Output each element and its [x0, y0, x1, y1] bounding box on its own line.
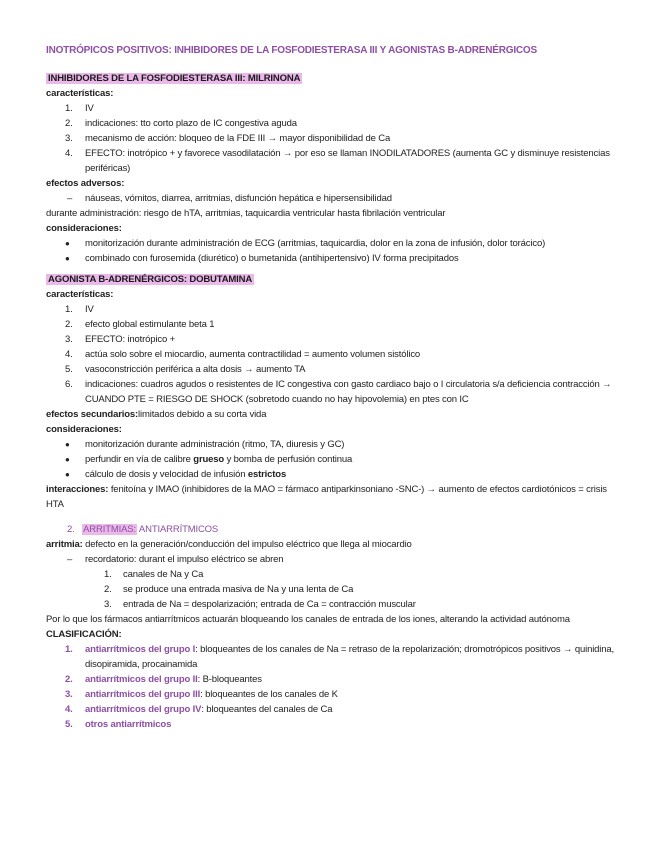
milrinona-heading-row [46, 71, 626, 86]
list-item: ● combinado con furosemida (diurético) o bumetanida (antihipertensivo) IV forma precipitados [65, 253, 459, 264]
dobutamina-caracteristicas-label: características: [46, 289, 114, 300]
list-item: 2. se produce una entrada masiva de Na y una lenta de Ca [104, 584, 354, 595]
list-item: 2. antiarrítmicos del grupo II: B-bloqueantes [65, 674, 262, 685]
clasificacion-label: CLASIFICACIÓN: [46, 629, 122, 640]
arritmia-definicion: arritmia: defecto en la generación/conducción del impulso eléctrico que llega al miocardio [46, 539, 412, 550]
list-item: ● perfundir en vía de calibre grueso y bomba de perfusión continua [65, 454, 353, 465]
list-item: 5. otros antiarrítmicos [65, 719, 172, 730]
list-item: 2. indicaciones: tto corto plazo de IC congestiva aguda [65, 118, 297, 129]
milrinona-durante-administracion: durante administración: riesgo de hTA, arritmias, taquicardia ventricular hasta fibrilación ventricular [46, 208, 446, 219]
antiarritmicos-heading: 2. ARRITMIAS: ANTIARRÍTMICOS [67, 524, 219, 535]
bullet-icon: ● [65, 239, 70, 248]
list-item: ● monitorización durante administración de ECG (arritmias, taquicardia, dolor en la zona de infusión, dolor torácico) [65, 238, 546, 249]
list-item: 3. EFECTO: inotrópico + [65, 334, 176, 345]
list-item: 3. mecanismo de acción: bloqueo de la FDE III → mayor disponibilidad de Ca [65, 133, 391, 144]
list-item: 1. IV [65, 304, 94, 315]
bullet-icon: ● [65, 254, 70, 263]
list-item: ● monitorización durante administración (ritmo, TA, diuresis y GC) [65, 439, 345, 450]
bullet-icon: ● [65, 455, 70, 464]
milrinona-efectos-label: efectos adversos: [46, 178, 125, 189]
list-item: 3. entrada de Na = despolarización; entrada de Ca = contracción muscular [104, 599, 416, 610]
dobutamina-interacciones: interacciones: fenitoína y IMAO (inhibidores de la MAO = fármaco antiparkinsoniano -SNC-) → aumento de efectos cardiotónicos = crisis HTA [46, 484, 607, 510]
list-item: – náuseas, vómitos, diarrea, arritmias, disfunción hepática e hipersensibilidad [67, 193, 392, 204]
milrinona-caracteristicas-label: características: [46, 88, 114, 99]
milrinona-consideraciones-label: consideraciones: [46, 223, 122, 234]
document-body [46, 71, 626, 732]
list-item: 1. canales de Na y Ca [104, 569, 204, 580]
page-title: INOTRÓPICOS POSITIVOS: INHIBIDORES DE LA FOSFODIESTERASA III Y AGONISTAS B-ADRENÉRGICOS [46, 45, 537, 56]
list-item: 6. indicaciones: cuadros agudos o resistentes de IC congestiva con gasto cardiaco bajo o I circulatoria s/a deficiencia contracción → CUANDO PTE = RIESGO DE SHOCK (sobretodo cuando no hay hipovolemia) en ptes con IC [65, 379, 612, 405]
list-item: 1. IV [65, 103, 94, 114]
dobutamina-caracteristicas-list [46, 302, 626, 407]
bullet-icon: ● [65, 440, 70, 449]
bullet-icon: ● [65, 470, 70, 479]
milrinona-heading: INHIBIDORES DE LA FOSFODIESTERASA III: MILRINONA [48, 73, 301, 84]
clasificacion-list [46, 642, 626, 732]
list-item: 4. actúa solo sobre el miocardio, aumenta contractilidad = aumento volumen sistólico [65, 349, 421, 360]
dobutamina-efectos-row: efectos secundarios:limitados debido a su corta vida [46, 409, 267, 420]
list-item: 2. efecto global estimulante beta 1 [65, 319, 215, 330]
list-item: – recordatorio: durant el impulso eléctrico se abren [67, 554, 284, 565]
list-item: 3. antiarrítmicos del grupo III: bloqueantes de los canales de K [65, 689, 338, 700]
dobutamina-heading: AGONISTA B-ADRENÉRGICOS: DOBUTAMINA [48, 274, 253, 285]
dobutamina-consideraciones-label: consideraciones: [46, 424, 122, 435]
milrinona-caracteristicas-list [46, 101, 626, 176]
dobutamina-heading-row [46, 272, 626, 287]
list-item: ● cálculo de dosis y velocidad de infusión estrictos [65, 469, 287, 480]
list-item: 4. EFECTO: inotrópico + y favorece vasodilatación → por eso se llaman INODILATADORES (aumenta GC y disminuye resistencias periféricas) [65, 148, 610, 174]
dobutamina-efectos-label: efectos secundarios: [46, 409, 139, 420]
antiarritmicos-resumen: Por lo que los fármacos antiarrítmicos actuarán bloqueando los canales de entrada de los iones, alterando la actividad autónoma [46, 614, 570, 625]
list-item: 1. antiarrítmicos del grupo I: bloqueantes de los canales de Na = retraso de la repolarización; dromotrópicos positivos → quinidina, disopiramida, procainamida [65, 644, 615, 670]
list-item: 4. antiarrítmicos del grupo IV: bloqueantes del canales de Ca [65, 704, 333, 715]
list-item: 5. vasoconstricción periférica a alta dosis → aumento TA [65, 364, 306, 375]
